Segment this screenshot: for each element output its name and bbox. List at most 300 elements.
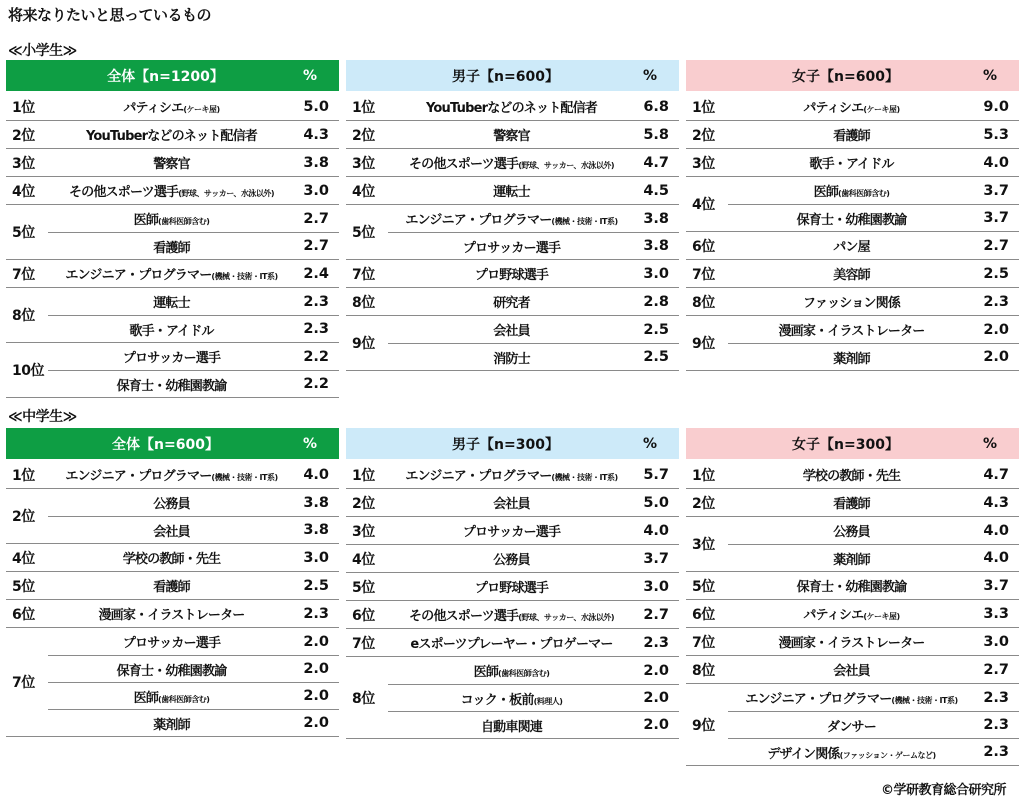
rank-label: 7位 bbox=[352, 635, 375, 652]
table-row bbox=[388, 573, 679, 600]
table-row bbox=[728, 177, 1019, 204]
table-row bbox=[388, 93, 679, 120]
job-note: (野球、サッカー、水泳以外) bbox=[518, 161, 615, 170]
copyright: ©学研教育総合研究所 bbox=[880, 783, 1006, 798]
job-cell bbox=[388, 320, 635, 339]
rank-label: 7位 bbox=[12, 675, 35, 691]
job-cell bbox=[48, 209, 295, 228]
job-cell bbox=[728, 576, 975, 595]
table-row bbox=[388, 205, 679, 232]
rank-rows bbox=[728, 489, 1019, 516]
job-name: プロサッカー選手 bbox=[122, 351, 221, 366]
section-title-junior-high: ≪中学生≫ bbox=[8, 409, 77, 425]
rank-group bbox=[686, 177, 1019, 232]
job-name: ファッション関係 bbox=[802, 296, 901, 311]
percent-value: 2.8 bbox=[643, 293, 669, 310]
rank-label: 1位 bbox=[352, 99, 375, 116]
table-row bbox=[48, 288, 339, 315]
job-name: 薬剤師 bbox=[833, 351, 870, 367]
job-name: プロ野球選手 bbox=[474, 581, 549, 596]
rank-rows bbox=[728, 232, 1019, 259]
percent-value: 4.3 bbox=[303, 126, 329, 143]
job-cell bbox=[728, 320, 975, 339]
job-name: プロサッカー選手 bbox=[462, 525, 561, 540]
rank-group bbox=[6, 177, 339, 205]
section-title-elementary: ≪小学生≫ bbox=[8, 43, 77, 59]
rank-rows bbox=[728, 600, 1019, 627]
percent-value: 2.3 bbox=[983, 293, 1009, 310]
panel-header-label: 全体【n=1200】 bbox=[107, 68, 224, 85]
table-row bbox=[388, 149, 679, 176]
job-cell bbox=[728, 209, 975, 228]
job-name: 美容師 bbox=[833, 268, 870, 283]
job-cell bbox=[48, 237, 295, 256]
rank-group bbox=[686, 149, 1019, 177]
job-name: 医師 bbox=[133, 213, 159, 228]
table-row bbox=[388, 657, 679, 684]
job-note: (機械・技術・IT系) bbox=[891, 696, 958, 705]
rank-label: 7位 bbox=[692, 634, 715, 651]
job-name: パティシエ bbox=[803, 101, 864, 116]
percent-value: 2.3 bbox=[983, 744, 1009, 760]
rank-label: 5位 bbox=[12, 225, 35, 241]
job-name: 会社員 bbox=[833, 664, 870, 679]
job-cell bbox=[728, 632, 975, 651]
job-cell bbox=[48, 521, 295, 540]
percent-value: 2.7 bbox=[303, 238, 329, 254]
rank-rows bbox=[728, 149, 1019, 176]
table-row bbox=[48, 343, 339, 370]
percent-value: 3.8 bbox=[643, 210, 669, 227]
percent-value: 2.7 bbox=[983, 661, 1009, 678]
percent-value: 2.7 bbox=[983, 237, 1009, 254]
rank-label: 6位 bbox=[692, 238, 715, 255]
job-cell bbox=[728, 493, 975, 512]
percent-value: 4.0 bbox=[643, 522, 669, 539]
rank-label: 8位 bbox=[692, 294, 715, 311]
rank-label: 3位 bbox=[692, 155, 715, 172]
percent-value: 3.0 bbox=[983, 633, 1009, 650]
job-name: 公務員 bbox=[493, 553, 530, 568]
job-cell bbox=[388, 716, 635, 735]
job-name: 運転士 bbox=[493, 185, 530, 200]
table-row bbox=[48, 628, 339, 655]
rank-label: 8位 bbox=[352, 690, 375, 707]
percent-value: 2.5 bbox=[643, 349, 669, 365]
job-cell bbox=[48, 576, 295, 595]
table-row bbox=[48, 370, 339, 397]
job-name: パティシエ bbox=[803, 608, 864, 623]
rank-group bbox=[6, 121, 339, 149]
panel-elementary-girls bbox=[686, 60, 1019, 371]
rank-label: 8位 bbox=[692, 662, 715, 679]
percent-value: 5.3 bbox=[983, 126, 1009, 143]
job-note: (ファッション・ゲームなど) bbox=[839, 750, 936, 760]
table-row bbox=[728, 738, 1019, 765]
percent-value: 2.5 bbox=[303, 577, 329, 594]
job-cell bbox=[728, 688, 975, 707]
panel-header bbox=[346, 60, 679, 91]
job-cell bbox=[388, 292, 635, 311]
rank-label: 7位 bbox=[352, 266, 375, 283]
percent-value: 5.7 bbox=[643, 466, 669, 483]
percent-value: 3.8 bbox=[643, 238, 669, 254]
percent-column-label: % bbox=[642, 435, 658, 452]
rank-label: 6位 bbox=[352, 607, 375, 624]
rank-rows bbox=[48, 461, 339, 488]
rank-rows bbox=[388, 601, 679, 628]
table-row bbox=[388, 711, 679, 738]
percent-value: 3.0 bbox=[643, 265, 669, 282]
job-cell bbox=[388, 633, 635, 652]
rank-label: 2位 bbox=[692, 495, 715, 512]
rank-group bbox=[346, 489, 679, 517]
rank-label: 3位 bbox=[352, 523, 375, 540]
page-title: 将来なりたいと思っているもの bbox=[8, 6, 212, 24]
panel-junior-high-all bbox=[6, 428, 339, 737]
rank-rows bbox=[388, 260, 679, 287]
job-name: YouTuberなどのネット配信者 bbox=[85, 129, 258, 144]
rank-group bbox=[346, 288, 679, 316]
percent-value: 2.0 bbox=[643, 717, 669, 733]
job-name: 医師 bbox=[813, 185, 839, 200]
percent-value: 2.0 bbox=[643, 690, 669, 706]
table-row bbox=[728, 572, 1019, 599]
rank-label: 1位 bbox=[352, 467, 375, 484]
rank-label: 8位 bbox=[352, 294, 375, 311]
rank-rows bbox=[48, 572, 339, 599]
rank-rows bbox=[728, 461, 1019, 488]
job-cell bbox=[728, 604, 975, 623]
job-cell bbox=[388, 521, 635, 540]
panel-header-label: 女子【n=600】 bbox=[792, 68, 899, 85]
table-row bbox=[388, 316, 679, 343]
panel-header bbox=[686, 428, 1019, 459]
table-row bbox=[48, 232, 339, 259]
percent-value: 2.3 bbox=[643, 634, 669, 651]
percent-value: 4.3 bbox=[983, 494, 1009, 511]
job-note: (歯科医師含む) bbox=[838, 189, 890, 198]
table-row bbox=[728, 204, 1019, 231]
job-name: 保育士・幼稚園教諭 bbox=[796, 580, 907, 595]
rank-group bbox=[686, 260, 1019, 288]
rank-group bbox=[686, 461, 1019, 489]
job-cell bbox=[728, 264, 975, 283]
job-cell bbox=[388, 661, 635, 680]
job-name: 歌手・アイドル bbox=[129, 323, 214, 339]
job-name: 漫画家・イラストレーター bbox=[778, 636, 925, 651]
rank-group bbox=[6, 288, 339, 343]
job-cell bbox=[728, 97, 975, 116]
job-note: (機械・技術・IT系) bbox=[551, 473, 618, 482]
job-cell bbox=[48, 548, 295, 567]
rank-rows bbox=[388, 93, 679, 120]
job-cell bbox=[728, 181, 975, 200]
percent-value: 9.0 bbox=[983, 98, 1009, 115]
table-row bbox=[728, 316, 1019, 343]
table-row bbox=[728, 517, 1019, 544]
percent-value: 2.0 bbox=[303, 715, 329, 731]
percent-value: 2.3 bbox=[303, 605, 329, 622]
job-note: (歯科医師含む) bbox=[498, 669, 550, 678]
job-cell bbox=[388, 264, 635, 283]
panel-junior-high-girls bbox=[686, 428, 1019, 766]
rank-group bbox=[346, 316, 679, 371]
job-cell bbox=[388, 605, 635, 624]
percent-value: 3.8 bbox=[303, 522, 329, 538]
rank-rows bbox=[388, 205, 679, 259]
job-cell bbox=[388, 549, 635, 568]
job-cell bbox=[48, 375, 295, 394]
job-cell bbox=[48, 465, 295, 484]
rank-group bbox=[346, 573, 679, 601]
job-name: エンジニア・プログラマー bbox=[405, 469, 552, 484]
rank-label: 3位 bbox=[692, 537, 715, 553]
job-name: 保育士・幼稚園教諭 bbox=[116, 663, 227, 679]
percent-value: 2.0 bbox=[303, 633, 329, 650]
job-note: (歯科医師含む) bbox=[158, 694, 210, 704]
rank-group bbox=[686, 288, 1019, 316]
table-row bbox=[728, 656, 1019, 683]
percent-column-label: % bbox=[302, 435, 318, 452]
rank-label: 4位 bbox=[352, 551, 375, 568]
job-name: 自動車関連 bbox=[480, 719, 542, 735]
rank-label: 2位 bbox=[352, 127, 375, 144]
rank-label: 8位 bbox=[12, 308, 35, 324]
table-row bbox=[388, 629, 679, 656]
percent-value: 5.0 bbox=[643, 494, 669, 511]
table-row bbox=[48, 572, 339, 599]
job-cell bbox=[48, 320, 295, 339]
percent-value: 3.0 bbox=[643, 578, 669, 595]
rank-rows bbox=[48, 288, 339, 342]
panel-header bbox=[346, 428, 679, 459]
job-cell bbox=[388, 577, 635, 596]
job-cell bbox=[48, 264, 295, 283]
percent-value: 3.7 bbox=[983, 577, 1009, 594]
table-row bbox=[388, 461, 679, 488]
job-note: (ケーキ屋) bbox=[183, 105, 220, 114]
percent-value: 6.8 bbox=[643, 98, 669, 115]
rank-label: 5位 bbox=[692, 578, 715, 595]
job-name: エンジニア・プログラマー bbox=[405, 213, 552, 228]
rank-label: 6位 bbox=[692, 606, 715, 623]
job-name: 医師 bbox=[133, 690, 159, 706]
percent-value: 3.7 bbox=[643, 550, 669, 567]
rank-label: 5位 bbox=[12, 578, 35, 595]
rank-group bbox=[6, 600, 339, 628]
rank-label: 4位 bbox=[12, 183, 35, 200]
job-cell bbox=[388, 493, 635, 512]
table-row bbox=[728, 711, 1019, 738]
job-cell bbox=[728, 153, 975, 172]
job-cell bbox=[388, 465, 635, 484]
table-row bbox=[728, 232, 1019, 259]
percent-value: 3.8 bbox=[303, 494, 329, 511]
job-name: プロ野球選手 bbox=[474, 268, 549, 283]
job-name: 警察官 bbox=[153, 157, 190, 172]
table-row bbox=[388, 121, 679, 148]
rank-rows bbox=[728, 316, 1019, 370]
job-cell bbox=[388, 153, 635, 172]
rank-rows bbox=[48, 544, 339, 571]
job-name: 歌手・アイドル bbox=[809, 157, 894, 172]
rank-label: 3位 bbox=[352, 155, 375, 172]
percent-column-label: % bbox=[982, 435, 998, 452]
rank-label: 1位 bbox=[692, 467, 715, 484]
rank-rows bbox=[728, 121, 1019, 148]
rank-rows bbox=[728, 288, 1019, 315]
rank-rows bbox=[48, 628, 339, 736]
rank-label: 7位 bbox=[12, 266, 35, 283]
job-cell bbox=[728, 549, 975, 568]
rank-group bbox=[6, 572, 339, 600]
job-name: 看護師 bbox=[153, 240, 190, 256]
rank-rows bbox=[48, 260, 339, 287]
job-name: 看護師 bbox=[833, 129, 870, 144]
rank-rows bbox=[388, 288, 679, 315]
percent-value: 4.5 bbox=[643, 182, 669, 199]
job-name: 学校の教師・先生 bbox=[122, 552, 221, 567]
job-name: 漫画家・イラストレーター bbox=[98, 608, 245, 623]
rank-rows bbox=[48, 205, 339, 259]
rank-label: 5位 bbox=[352, 579, 375, 596]
percent-value: 2.7 bbox=[303, 210, 329, 227]
table-row bbox=[728, 600, 1019, 627]
table-row bbox=[728, 260, 1019, 287]
percent-column-label: % bbox=[642, 67, 658, 84]
rank-group bbox=[6, 628, 339, 737]
rank-group bbox=[346, 260, 679, 288]
job-name: 薬剤師 bbox=[833, 552, 870, 568]
table-row bbox=[48, 489, 339, 516]
rank-rows bbox=[728, 572, 1019, 599]
job-name: デザイン関係 bbox=[767, 746, 840, 762]
rank-group bbox=[6, 461, 339, 489]
table-row bbox=[48, 682, 339, 709]
rank-rows bbox=[48, 177, 339, 204]
job-cell bbox=[48, 97, 295, 116]
table-row bbox=[728, 489, 1019, 516]
table-row bbox=[388, 343, 679, 370]
rank-label: 3位 bbox=[12, 155, 35, 172]
job-name: 保育士・幼稚園教諭 bbox=[796, 212, 907, 228]
rank-group bbox=[346, 177, 679, 205]
rank-label: 4位 bbox=[692, 197, 715, 213]
percent-value: 2.0 bbox=[983, 321, 1009, 338]
job-name: 会社員 bbox=[153, 524, 190, 540]
rank-label: 1位 bbox=[12, 467, 35, 484]
rank-rows bbox=[48, 489, 339, 543]
table-row bbox=[728, 149, 1019, 176]
rank-group bbox=[686, 489, 1019, 517]
rank-rows bbox=[388, 177, 679, 204]
rank-group bbox=[346, 461, 679, 489]
rank-group bbox=[346, 657, 679, 739]
table-row bbox=[388, 684, 679, 711]
rank-group bbox=[686, 628, 1019, 656]
panel-elementary-all bbox=[6, 60, 339, 398]
rank-rows bbox=[388, 149, 679, 176]
percent-value: 2.2 bbox=[303, 376, 329, 392]
rank-label: 9位 bbox=[352, 336, 375, 352]
rank-label: 5位 bbox=[352, 225, 375, 241]
percent-value: 5.8 bbox=[643, 126, 669, 143]
table-row bbox=[48, 149, 339, 176]
job-name: その他スポーツ選手 bbox=[408, 609, 519, 624]
job-cell bbox=[728, 348, 975, 367]
job-name: 漫画家・イラストレーター bbox=[778, 324, 925, 339]
table-row bbox=[388, 232, 679, 259]
rank-rows bbox=[388, 629, 679, 656]
rank-group bbox=[346, 545, 679, 573]
rank-group bbox=[686, 684, 1019, 766]
rank-group bbox=[346, 205, 679, 260]
job-cell bbox=[48, 181, 295, 200]
rank-rows bbox=[728, 517, 1019, 571]
rank-rows bbox=[48, 343, 339, 397]
job-note: (ケーキ屋) bbox=[863, 612, 900, 621]
job-name: 研究者 bbox=[493, 296, 530, 311]
table-row bbox=[48, 121, 339, 148]
job-cell bbox=[48, 604, 295, 623]
percent-value: 2.7 bbox=[643, 606, 669, 623]
job-name: 会社員 bbox=[493, 497, 530, 512]
table-row bbox=[728, 288, 1019, 315]
rank-group bbox=[686, 600, 1019, 628]
rank-label: 2位 bbox=[692, 127, 715, 144]
table-row bbox=[388, 260, 679, 287]
job-note: (歯科医師含む) bbox=[158, 217, 210, 226]
panel-header bbox=[6, 60, 339, 91]
job-name: エンジニア・プログラマー bbox=[65, 268, 212, 283]
job-cell bbox=[388, 348, 635, 367]
job-name: ダンサー bbox=[827, 719, 876, 735]
job-cell bbox=[48, 687, 295, 706]
percent-column-label: % bbox=[302, 67, 318, 84]
rank-group bbox=[686, 656, 1019, 684]
rank-label: 7位 bbox=[692, 266, 715, 283]
percent-value: 3.8 bbox=[303, 154, 329, 171]
table-row bbox=[728, 544, 1019, 571]
rank-label: 10位 bbox=[12, 363, 44, 379]
rank-group bbox=[6, 489, 339, 544]
rank-group bbox=[346, 149, 679, 177]
rank-group bbox=[346, 517, 679, 545]
job-name: パティシエ bbox=[123, 101, 184, 116]
table-row bbox=[388, 545, 679, 572]
percent-value: 2.3 bbox=[983, 689, 1009, 706]
percent-value: 3.3 bbox=[983, 605, 1009, 622]
job-name: 会社員 bbox=[493, 324, 530, 339]
job-note: (機械・技術・IT系) bbox=[211, 272, 278, 281]
job-cell bbox=[388, 125, 635, 144]
table-row bbox=[728, 628, 1019, 655]
job-name: 運転士 bbox=[153, 296, 190, 311]
table-row bbox=[728, 461, 1019, 488]
panel-junior-high-boys bbox=[346, 428, 679, 739]
table-row bbox=[48, 461, 339, 488]
rank-group bbox=[346, 93, 679, 121]
rank-label: 9位 bbox=[692, 336, 715, 352]
job-name: プロサッカー選手 bbox=[462, 240, 561, 256]
rank-label: 1位 bbox=[12, 99, 35, 116]
job-name: エンジニア・プログラマー bbox=[745, 692, 892, 707]
panel-header-label: 女子【n=300】 bbox=[792, 436, 899, 453]
percent-value: 2.5 bbox=[643, 321, 669, 338]
job-cell bbox=[48, 292, 295, 311]
rank-label: 4位 bbox=[352, 183, 375, 200]
